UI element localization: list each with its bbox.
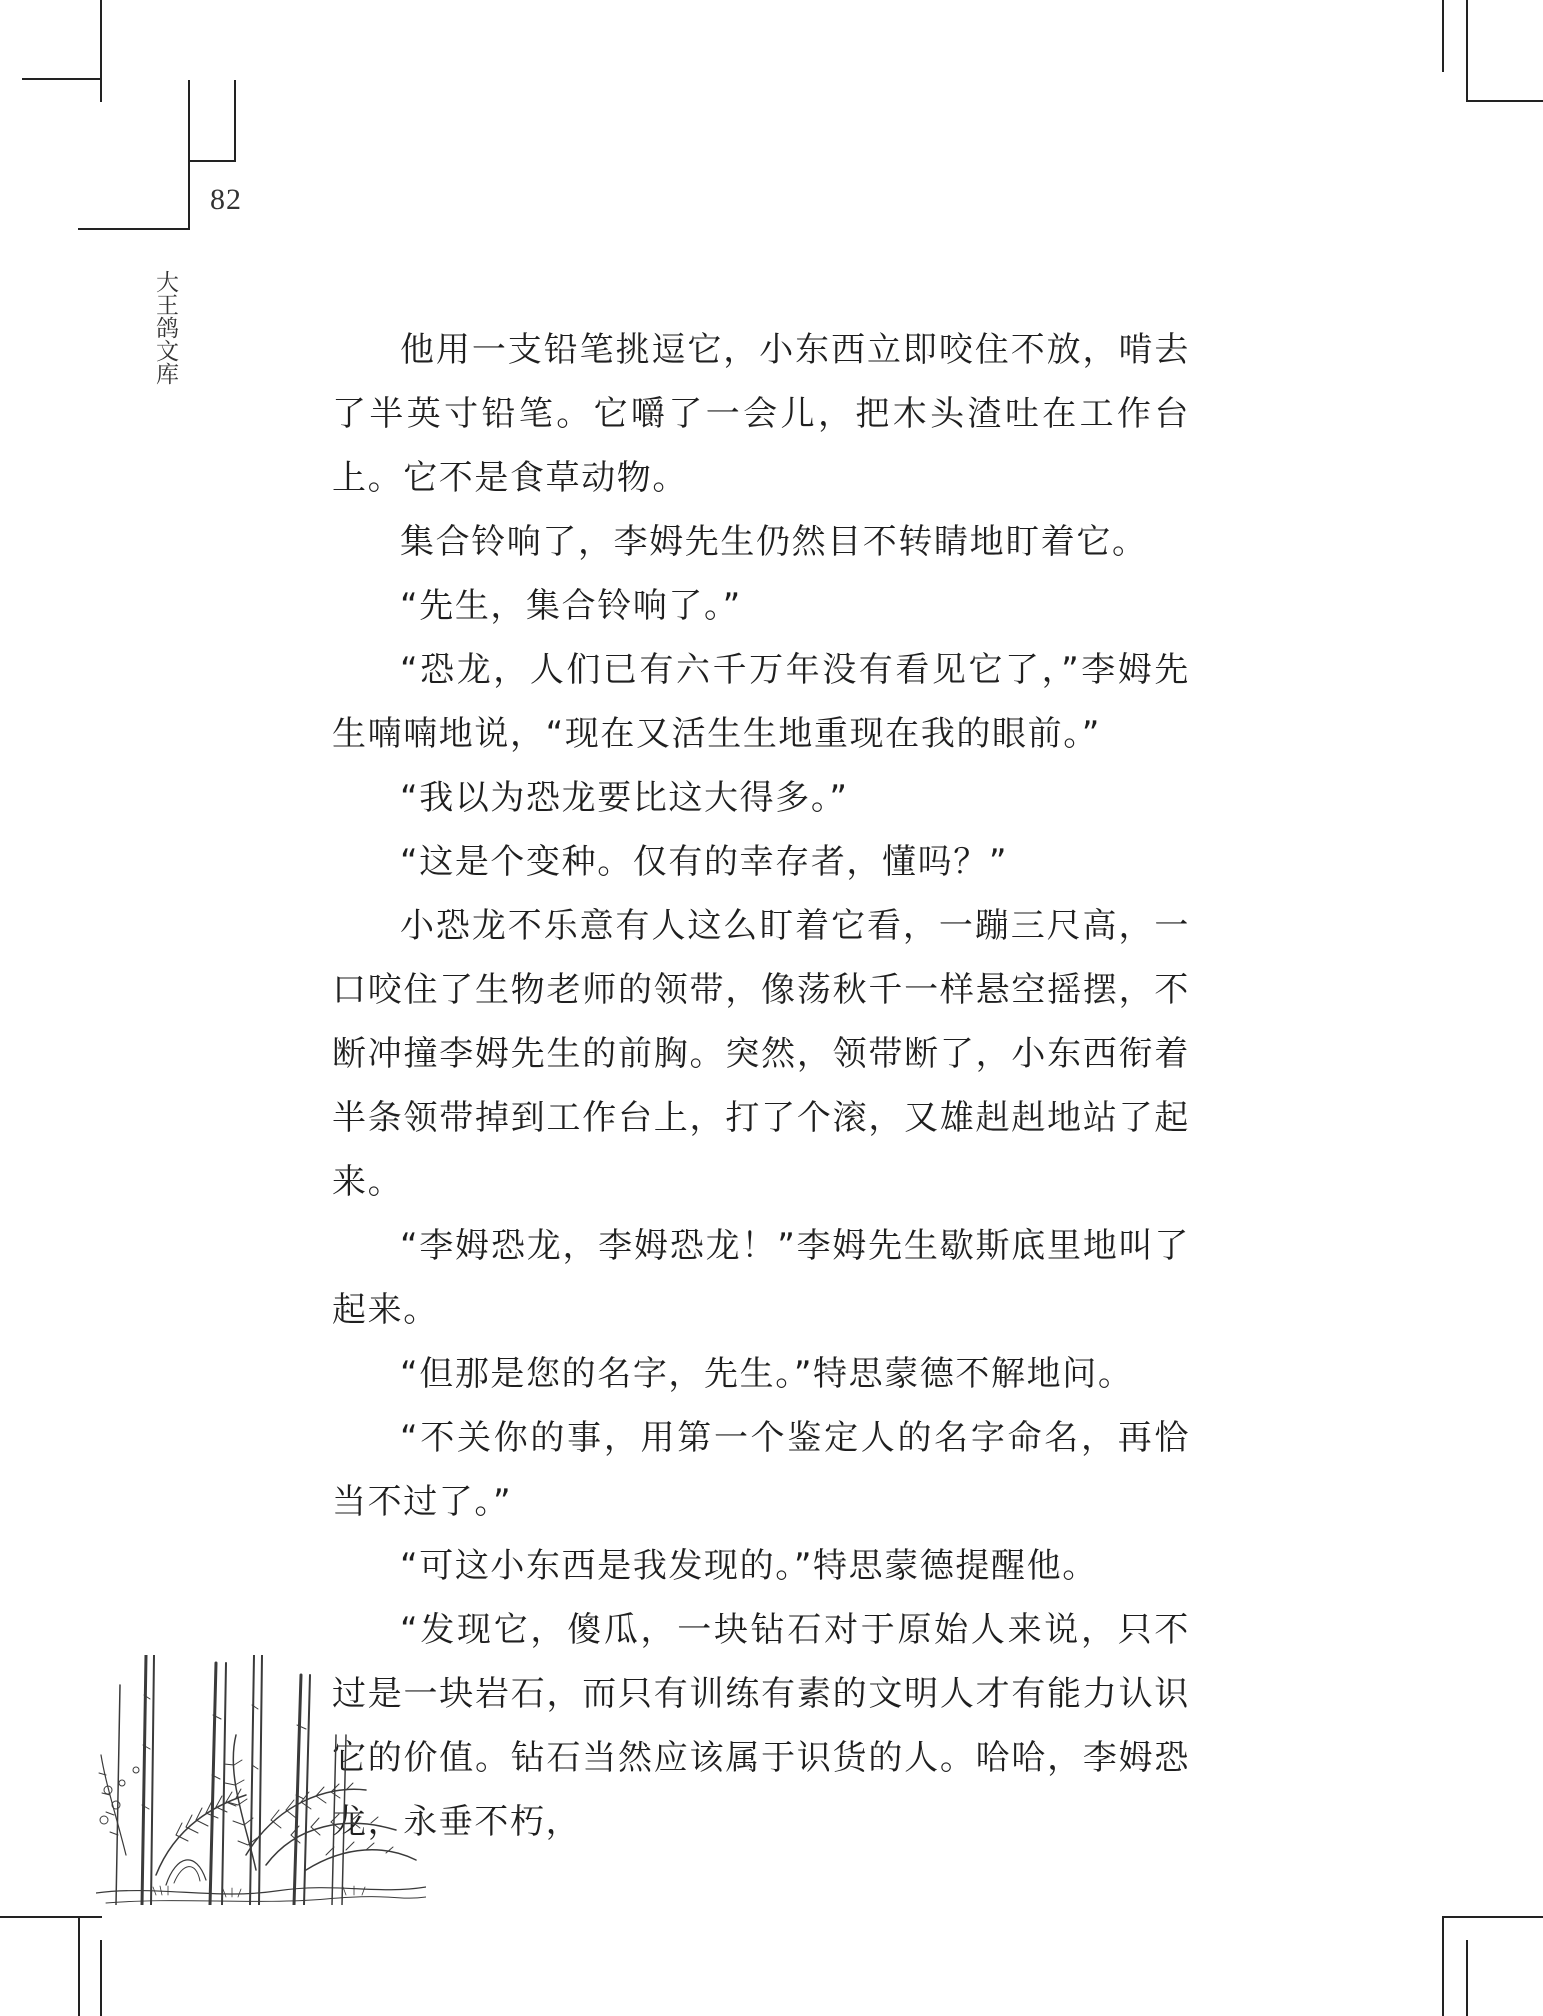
paragraph: 小恐龙不乐意有人这么盯着它看，一蹦三尺高，一口咬住了生物老师的领带，像荡秋千一样悬空摇摆，不断冲撞李姆先生的前胸。突然，领带断了，小东西衔着半条领带掉到工作台上，打了个滚，又雄赳赳地站了起来。 bbox=[332, 906, 1190, 1202]
paragraph: “可这小东西是我发现的。”特思蒙德提醒他。 bbox=[400, 1546, 1098, 1586]
paragraph: “李姆恐龙，李姆恐龙！”李姆先生歇斯底里地叫了起来。 bbox=[332, 1226, 1190, 1330]
paragraph: “但那是您的名字，先生。”特思蒙德不解地问。 bbox=[400, 1354, 1134, 1394]
paragraph: “不关你的事，用第一个鉴定人的名字命名，再恰当不过了。” bbox=[332, 1418, 1190, 1522]
paragraph: “这是个变种。仅有的幸存者，懂吗？” bbox=[400, 842, 1009, 882]
paragraph: 集合铃响了，李姆先生仍然目不转睛地盯着它。 bbox=[400, 522, 1148, 562]
paragraph: “发现它，傻瓜，一块钻石对于原始人来说，只不过是一块岩石，而只有训练有素的文明人才有能力认识它的价值。钻石当然应该属于识货的人。哈哈，李姆恐龙，永垂不朽， bbox=[332, 1610, 1190, 1842]
paragraph: “我以为恐龙要比这大得多。” bbox=[400, 778, 849, 818]
series-title: 大王鸽文库 bbox=[152, 270, 178, 385]
paragraph: “恐龙，人们已有六千万年没有看见它了，”李姆先生喃喃地说，“现在又活生生地重现在我的眼前。” bbox=[332, 650, 1190, 754]
forest-fern-illustration bbox=[96, 1655, 426, 1905]
body-text bbox=[332, 318, 1190, 1854]
paragraph: 他用一支铅笔挑逗它，小东西立即咬住不放，啃去了半英寸铅笔。它嚼了一会儿，把木头渣吐在工作台上。它不是食草动物。 bbox=[332, 330, 1190, 498]
page-number: 82 bbox=[210, 183, 242, 216]
paragraph: “先生，集合铃响了。” bbox=[400, 586, 742, 626]
